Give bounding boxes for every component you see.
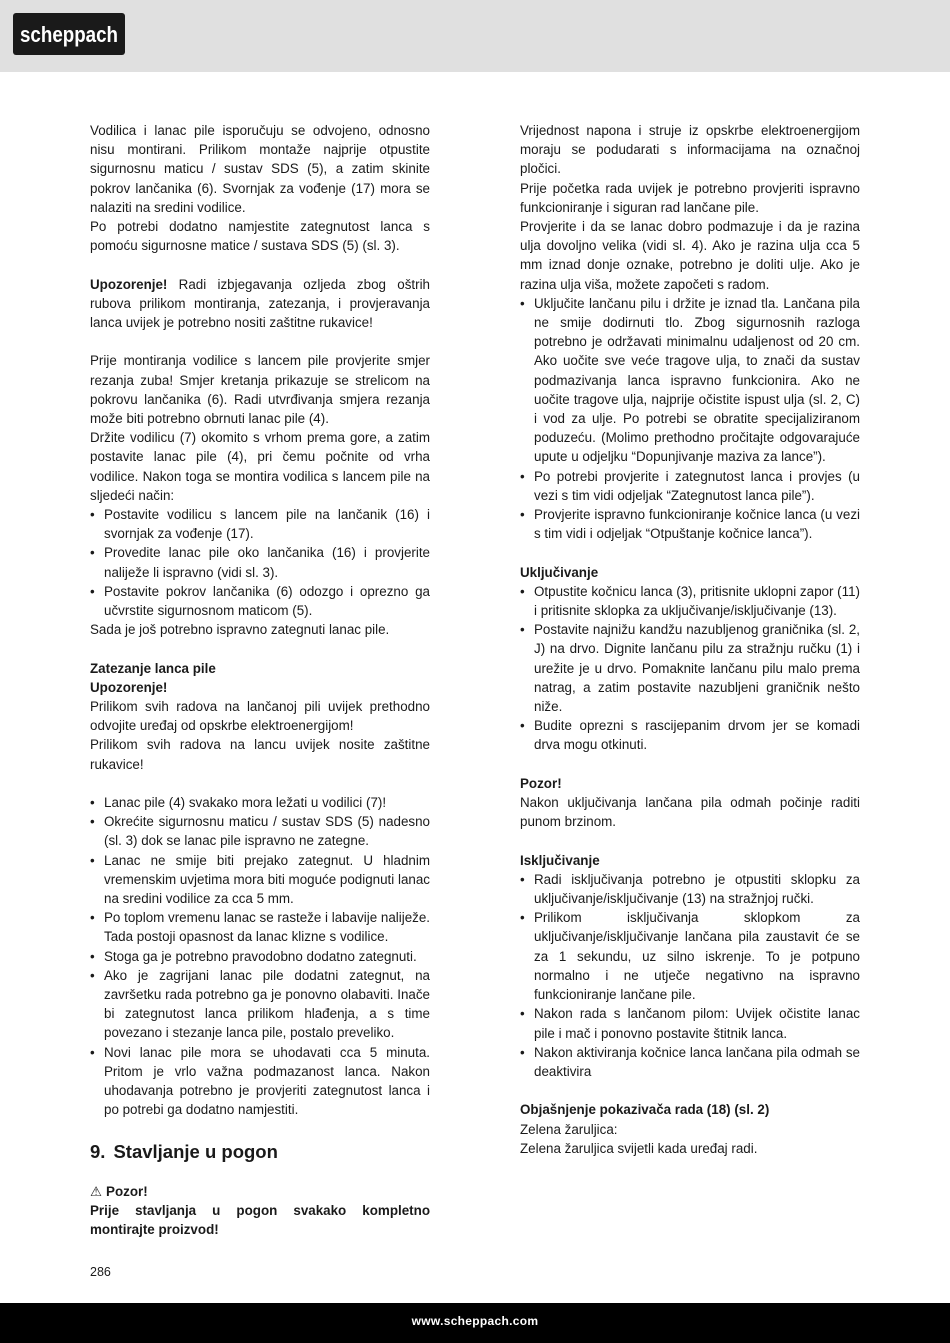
pozor-paragraph: Nakon uključivanja lančana pila odmah počinje raditi punom brzinom. (520, 795, 860, 830)
left-paragraph-2: Po potrebi dodatno namjestite zategnutost lanca s pomoću sigurnosne matice / sustava SDS (5) (sl. 3). (90, 219, 430, 254)
list-item: • Postavite vodilicu s lancem pile na lančanik (16) i svornjak za vođenje (17). (90, 505, 430, 543)
left-paragraph-5: Sada je još potrebno ispravno zategnuti lanac pile. (90, 622, 390, 638)
section-title-text: Stavljanje u pogon (113, 1140, 278, 1162)
pozor-heading: Pozor! (520, 775, 562, 791)
section-number: 9. (90, 1140, 106, 1162)
indicator-heading: Objašnjenje pokazivača rada (18) (sl. 2) (520, 1102, 770, 1118)
list-item: • Okrećite sigurnosnu maticu / sustav SDS (5) nadesno (sl. 3) dok se lanac pile ispravno ne zategne. (90, 812, 430, 850)
list-item: • Po potrebi provjerite i zategnutost lanca i provjes (u vezi s tim vidi odjeljak “Zategnutost lanca pile”). (520, 467, 860, 505)
list-item: • Provedite lanac pile oko lančanika (16) i provjerite naliježe li ispravno (vidi sl. 3). (90, 543, 430, 581)
list-item: • Budite oprezni s rascijepanim drvom jer se komadi drva mogu otkinuti. (520, 716, 860, 754)
switch-on-list (520, 582, 860, 755)
list-item: • Uključite lančanu pilu i držite je iznad tla. Lančana pila ne smije dodirnuti tlo. Zbog sigurnosnih razloga potrebno je održavati minimalnu udaljenost od 20 cm. Ako uočite sve veće tragove ulja, to znači da sustav podmazivanja lanca ispravno funkcionira. Ako ne uočite tragove ulja, najprije očistite ispust ulja (sl. 2, C) i vod za ulje. Po potrebi se obratite specijaliziranom poduzeću. (Molimo prethodno pročitajte odgovarajuće upute u odjeljku “Dopunjivanje maziva za lance”). (520, 294, 860, 467)
warning-label: Upozorenje! (90, 276, 168, 292)
pozor-text: Prije stavljanja u pogon svakako kompletno montirajte proizvod! (90, 1203, 430, 1238)
spacer (90, 332, 430, 351)
list-item: • Lanac ne smije biti prejako zategnut. U hladnim vremenskim uvjetima mora biti moguće podignuti lanac na sredini vodilice za cca 5 mm. (90, 851, 430, 909)
spacer (90, 1163, 430, 1182)
left-paragraph-4: Držite vodilicu (7) okomito s vrhom prema gore, a zatim postavite lanac pile (4), pri čemu počnite od vrha vodilice. Nakon toga se montira vodilica s lancem pile na sljedeći način: (90, 430, 430, 503)
logo-text: scheppach (20, 22, 118, 47)
spacer (520, 831, 860, 850)
footer-url-link[interactable]: www.scheppach.com (411, 1314, 539, 1328)
spacer (90, 639, 430, 658)
list-item: • Postavite najnižu kandžu nazubljenog graničnika (sl. 2, J) na drvo. Dignite lančanu pilu za stražnju ručku (1) i urežite je u drvo. Pomaknite lančanu pilu malo prema natrag, a zatim postavite nazubljeni graničnik nešto niže. (520, 620, 860, 716)
check-list (520, 294, 860, 544)
list-item: • Postavite pokrov lančanika (6) odozgo i oprezno ga učvrstite sigurnosnom maticom (5). (90, 582, 430, 620)
list-item: • Provjerite ispravno funkcioniranje kočnice lanca (u vezi s tim vidi i odjeljak “Otpuštanje kočnice lanca”). (520, 505, 860, 543)
spacer (90, 1120, 430, 1139)
warning-text: Radi izbjegavanja ozljeda zbog oštrih rubova prilikom montiranja, zatezanja, i provjeravanja lanca uvijek je potrebno nositi zaštitne rukavice! (90, 276, 430, 331)
switch-on-heading: Uključivanje (520, 564, 599, 580)
indicator-paragraph-2: Zelena žaruljica svijetli kada uređaj radi. (520, 1140, 758, 1156)
switch-off-list (520, 870, 860, 1081)
spacer (90, 255, 430, 274)
scheppach-logo (13, 13, 125, 55)
list-item: • Po toplom vremenu lanac se rasteže i labavije naliježe. Tada postoji opasnost da lanac klizne s vodilice. (90, 908, 430, 946)
list-item: • Novi lanac pile mora se uhodavati cca 5 minuta. Pritom je vrlo važna podmazanost lanca. Nakon uhodavanja potrebno je provjeriti zategnutost lanca i po potrebi ga dodatno namjestiti. (90, 1043, 430, 1120)
right-paragraph-1: Vrijednost napona i struje iz opskrbe elektroenergijom moraju se podudarati s informacijama na označnoj pločici. (520, 123, 860, 177)
spacer (520, 1081, 860, 1100)
tension-heading: Zatezanje lanca pile (90, 660, 216, 676)
tension-paragraph-2: Prilikom svih radova na lancu uvijek nosite zaštitne rukavice! (90, 737, 430, 772)
assembly-warning (90, 275, 430, 333)
logo-wordmark (17, 17, 121, 51)
right-column (520, 121, 860, 1158)
tension-list (90, 793, 430, 1119)
switch-off-heading: Isključivanje (520, 852, 600, 868)
left-paragraph-3: Prije montiranja vodilice s lancem pile provjerite smjer rezanja zuba! Smjer kretanja prikazuje se strelicom na pokrovu lančanika (6). Radi utvrđivanja smjera rezanja može biti potrebno obrnuti lanac pile (4). (90, 353, 430, 427)
list-item: • Stoga ga je potrebno pravodobno dodatno zategnuti. (90, 947, 430, 966)
pozor-label: Pozor! (106, 1183, 148, 1199)
list-item: • Nakon aktiviranja kočnice lanca lančana pila odmah se deaktivira (520, 1043, 860, 1081)
left-column (90, 121, 430, 1239)
spacer (520, 755, 860, 774)
indicator-paragraph-1: Zelena žaruljica: (520, 1121, 618, 1137)
list-item: • Ako je zagrijani lanac pile dodatni zategnut, na završetku rada potrebno ga je ponovno olabaviti. Inače bi zategnutost lanca prilikom hlađenja, a s time povezano i stezanje lanca pile, postalo preveliko. (90, 966, 430, 1043)
list-item: • Lanac pile (4) svakako mora ležati u vodilici (7)! (90, 793, 430, 812)
list-item: • Prilikom isključivanja sklopkom za uključivanje/isključivanje lančana pila zaustavit će se za 1 sekundu, uz silno iskrenje. To je potpuno normalno i ne utječe negativno na ispravno funkcioniranje lančane pile. (520, 908, 860, 1004)
warning-triangle-icon: ⚠ (90, 1183, 103, 1199)
section-title (90, 1139, 430, 1163)
spacer (90, 774, 430, 793)
tension-warning-label: Upozorenje! (90, 679, 168, 695)
spacer (520, 543, 860, 562)
list-item: • Otpustite kočnicu lanca (3), pritisnite uklopni zapor (11) i pritisnite sklopka za uključivanje/isključivanje (13). (520, 582, 860, 620)
page-number: 286 (90, 1265, 111, 1279)
list-item: • Nakon rada s lančanom pilom: Uvijek očistite lanac pile i mač i ponovno postavite štitnik lanca. (520, 1004, 860, 1042)
right-paragraph-3: Provjerite i da se lanac dobro podmazuje i da je razina ulja dovoljno velika (vidi sl. 4). Ako je razina ulja cca 5 mm iznad donje oznake, potrebno je doliti ulje. Ako je razina ulja viša, možete započeti s radom. (520, 219, 860, 292)
list-item: • Radi isključivanja potrebno je otpustiti sklopku za uključivanje/isključivanje (13) na stražnjoj ručki. (520, 870, 860, 908)
right-paragraph-2: Prije početka rada uvijek je potrebno provjeriti ispravno funkcioniranje i siguran rad lančane pile. (520, 180, 860, 215)
mount-list (90, 505, 430, 620)
header-band (0, 0, 950, 72)
pozor-line (90, 1182, 430, 1201)
left-paragraph-1: Vodilica i lanac pile isporučuju se odvojeno, odnosno nisu montirani. Prilikom montaže najprije otpustite sigurnosnu maticu / sustav SDS (5), a zatim skinite pokrov lančanika (6). Svornjak za vođenje (17) mora se nalaziti na sredini vodilice. (90, 123, 430, 215)
tension-paragraph-1: Prilikom svih radova na lančanoj pili uvijek prethodno odvojite uređaj od opskrbe elektroenergijom! (90, 699, 430, 734)
